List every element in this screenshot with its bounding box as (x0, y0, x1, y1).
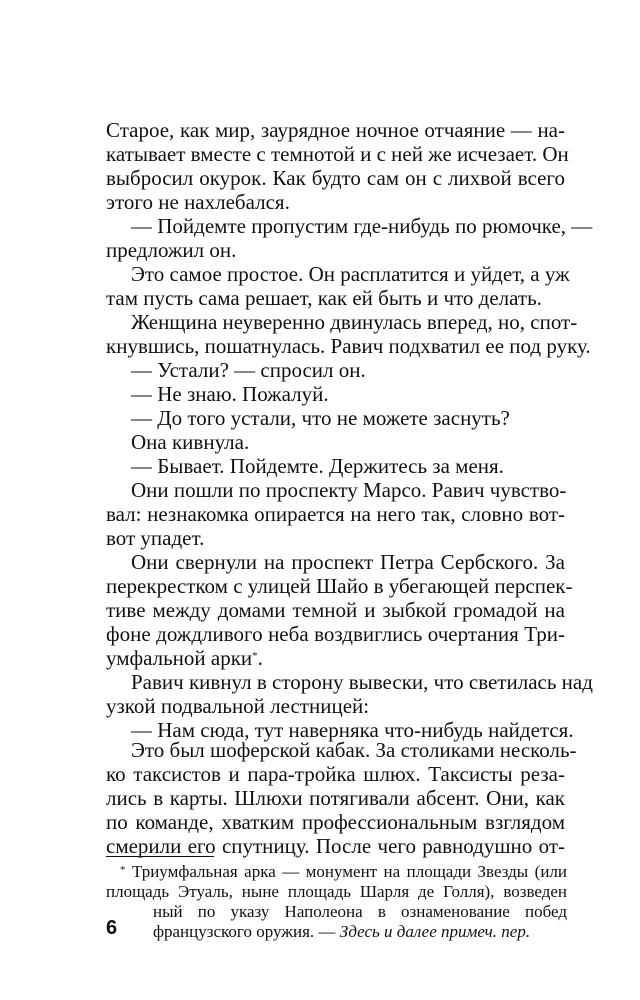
text-line: Старое, как мир, заурядное ночное отчаяние — на- (106, 118, 565, 142)
footnote-line (120, 862, 567, 882)
text-line-content: умфальной арки (106, 646, 253, 670)
text-line: лись в карты. Шлюхи потягивали абсент. Они, как (106, 786, 565, 810)
footnote-line (153, 922, 567, 942)
text-line: тиве между домами темной и зыбкой громадой на (106, 598, 565, 622)
footnote-text: французского оружия. — (153, 922, 336, 941)
footnote-line: ный по указу Наполеона в ознаменование побед (153, 902, 567, 921)
text-line: перекрестком с улицей Шайо в убегающей перспек- (106, 574, 573, 598)
text-line: узкой подвальной лестницей: (106, 694, 370, 718)
text-line: ко таксистов и пара-тройка шлюх. Таксисты реза- (106, 762, 565, 786)
footnote-editor-note: Здесь и далее примеч. пер. (339, 922, 531, 941)
page-number: 6 (106, 917, 118, 939)
footnote-reference: * (252, 650, 258, 662)
sentence-period: . (257, 646, 263, 670)
text-line: Это самое простое. Он расплатится и уйдет, а уж (131, 262, 570, 286)
text-line-with-footnote-ref (106, 646, 565, 670)
text-line: там пусть сама решает, как ей быть и что делать. (106, 286, 542, 310)
text-line: кнувшись, пошатнулась. Равич подхватил ее под руку. (106, 334, 591, 358)
text-line: смерили его спутницу. После чего равнодушно от- (106, 834, 565, 858)
text-line: Они свернули на проспект Петра Сербского. За (131, 550, 565, 574)
text-line: выбросил окурок. Как будто сам он с лихвой всего (106, 166, 565, 190)
text-line: — До того устали, что не можете заснуть? (131, 406, 510, 430)
text-line: этого не нахлебался. (106, 190, 290, 214)
text-line: фоне дождливого неба воздвиглись очертания Три- (106, 622, 565, 646)
text-line: — Нам сюда, тут наверняка что-нибудь найдется. (131, 718, 574, 742)
text-line: — Бывает. Пойдемте. Держитесь за меня. (131, 454, 504, 478)
footnote-marker: * (120, 864, 126, 876)
text-line: Это был шоферской кабак. За столиками несколь- (131, 738, 577, 762)
text-line: вал: незнакомка опирается на него так, словно вот- (106, 502, 565, 526)
footnote-line: площадь Этуаль, ныне площадь Шарля де Голля), возведен (106, 882, 567, 901)
text-line: Она кивнула. (131, 430, 250, 454)
footnote-divider (106, 856, 214, 857)
text-line: Равич кивнул в сторону вывески, что светилась над (131, 670, 593, 694)
text-line: предложил он. (106, 238, 237, 262)
text-line: по команде, хватким профессиональным взглядом (106, 810, 565, 834)
text-line: Они пошли по проспекту Марсо. Равич чувство- (131, 478, 567, 502)
text-line: Женщина неуверенно двинулась вперед, но, спот- (131, 310, 578, 334)
footnote-text: Триумфальная арка — монумент на площади Звезды (или (131, 862, 567, 881)
text-line: катывает вместе с темнотой и с ней же исчезает. Он (106, 142, 569, 166)
text-line: — Устали? — спросил он. (131, 358, 366, 382)
text-line: — Пойдемте пропустим где-нибудь по рюмочке, — (131, 214, 593, 238)
text-line: — Не знаю. Пожалуй. (131, 382, 329, 406)
text-line: вот упадет. (106, 526, 205, 550)
